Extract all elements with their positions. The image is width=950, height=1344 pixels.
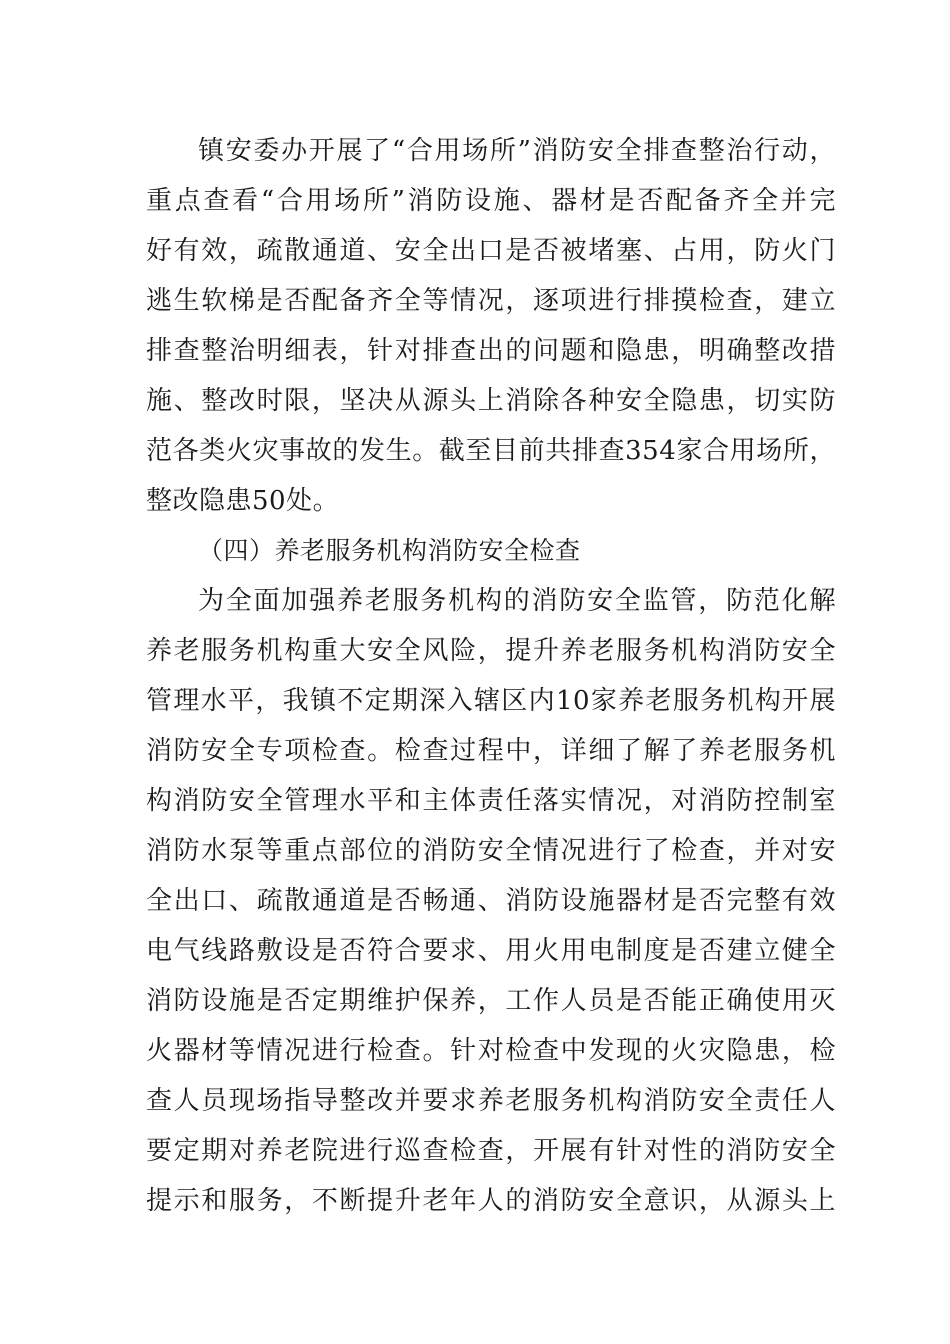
paragraph-2-line-2: 养老服务机构重大安全风险，提升养老服务机构消防安全	[146, 636, 836, 666]
paragraph-2-line-7: 全出口、疏散通道是否畅通、消防设施器材是否完整有效	[146, 886, 836, 916]
paragraph-2-line-13: 提示和服务，不断提升老年人的消防安全意识，从源头上	[146, 1186, 836, 1216]
paragraph-2-line-3: 管理水平，我镇不定期深入辖区内10家养老服务机构开展	[146, 686, 836, 716]
paragraph-1-line-3: 好有效，疏散通道、安全出口是否被堵塞、占用，防火门	[146, 236, 836, 266]
paragraph-2-line-9: 消防设施是否定期维护保养，工作人员是否能正确使用灭	[146, 986, 836, 1016]
paragraph-1-line-6: 施、整改时限，坚决从源头上消除各种安全隐患，切实防	[146, 386, 836, 416]
paragraph-2-line-5: 构消防安全管理水平和主体责任落实情况，对消防控制室	[146, 786, 836, 816]
paragraph-2-line-1: 为全面加强养老服务机构的消防安全监管，防范化解	[198, 586, 836, 616]
paragraph-1-line-4: 逃生软梯是否配备齐全等情况，逐项进行排摸检查，建立	[146, 286, 836, 316]
paragraph-2-line-6: 消防水泵等重点部位的消防安全情况进行了检查，并对安	[146, 836, 836, 866]
paragraph-1-line-2: 重点查看“合用场所”消防设施、器材是否配备齐全并完	[146, 186, 836, 216]
paragraph-2-line-8: 电气线路敷设是否符合要求、用火用电制度是否建立健全	[146, 936, 836, 966]
paragraph-1-line-5: 排查整治明细表，针对排查出的问题和隐患，明确整改措	[146, 336, 836, 366]
paragraph-2-line-12: 要定期对养老院进行巡查检查，开展有针对性的消防安全	[146, 1136, 836, 1166]
paragraph-1-line-8: 整改隐患50处。	[146, 486, 340, 516]
paragraph-1-line-7: 范各类火灾事故的发生。截至目前共排查354家合用场所，	[146, 436, 836, 466]
paragraph-2-line-11: 查人员现场指导整改并要求养老服务机构消防安全责任人	[146, 1086, 836, 1116]
section-heading: （四）养老服务机构消防安全检查	[198, 536, 581, 565]
paragraph-2-line-10: 火器材等情况进行检查。针对检查中发现的火灾隐患，检	[146, 1036, 836, 1066]
paragraph-1-line-1: 镇安委办开展了“合用场所”消防安全排查整治行动，	[198, 136, 836, 166]
paragraph-2-line-4: 消防安全专项检查。检查过程中，详细了解了养老服务机	[146, 736, 836, 766]
